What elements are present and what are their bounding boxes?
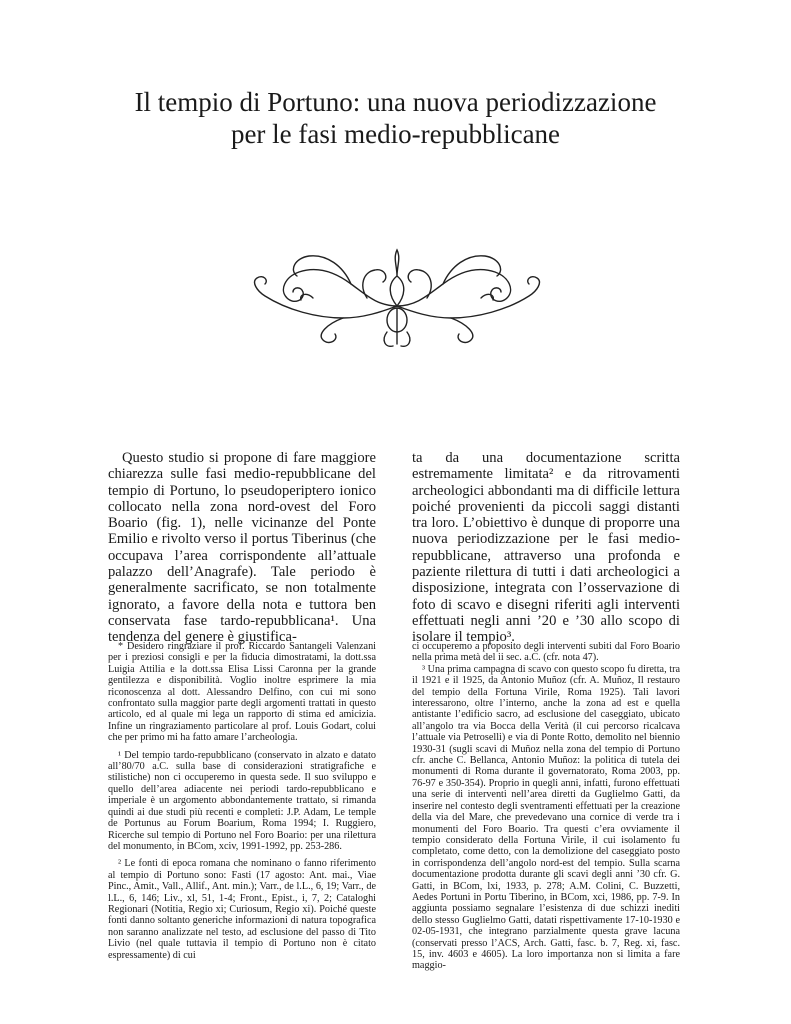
body-paragraph-continued: ta da una documentazione scritta estremamente limitata² e da ritrovamenti archeologici abbondanti ma di difficile lettura poiché provenienti da piccoli saggi distanti tra loro. L’obiettivo è dunque di proporre una nuova periodizzazione per le fasi medio-repubblicane, attraverso una profonda e paziente rilettura di tutti i dati archeologici a disposizione, integrata con l’osservazione di foto di scavo e disegni riferiti agli interventi effettuati negli anni ’20 e ’30 allo scopo di isolare il tempio³.	[412, 450, 680, 646]
body-paragraph: Questo studio si propone di fare maggiore chiarezza sulle fasi medio-repubblicane del tempio di Portuno, lo pseudoperiptero ionico collocato nella zona nord-ovest del Foro Boario (fig. 1), nelle vicinanze del Ponte Emilio e rivolto verso il portus Tiberinus (che occupava l’area corrispondente all’attuale palazzo dell’Anagrafe). Tale periodo è generalmente sacrificato, se non totalmente ignorato, a favore della nota e tuttora ben conservata fase tardo-repubblicana¹. Una tendenza del genere è giustifica-	[108, 450, 376, 646]
footnotes-right-column	[412, 641, 680, 972]
footnote-3: ³ Una prima campagna di scavo con questo scopo fu diretta, tra il 1921 e il 1925, da Antonio Muñoz (cfr. A. Muñoz, Il restauro del tempio della Fortuna Virile, Roma 1925). Tali lavori interessarono, oltre l’interno, anche la zona ad est e quella antistante l’edificio sacro, ad esclusione del caseggiato, ubicato all’angolo tra via Bocca della Verità (il cui percorso ricalcava l’attuale via Petroselli) e via di Ponte Rotto, demolito nel biennio 1930-31 (sugli scavi di Muñoz nella zona del tempio di Portuno cfr. anche C. Bellanca, Antonio Muñoz: la politica di tutela dei monumenti di Roma durante il governatorato, Roma 2003, pp. 76-97 e 350-354). Proprio in quegli anni, infatti, furono effettuati una serie di interventi nell’area diretti da Guglielmo Gatti, da inserire nel contesto degli sventramenti effettuati per la creazione della via del Mare, che prevedevano una cornice di verde tra i monumenti del Foro Boario. Tra questi c’era ovviamente il tempio considerato della Fortuna Virile, il cui isolamento fu completato, come detto, con la demolizione del caseggiato posto in corrispondenza dell’angolo nord-est del tempio. Sulla scarna documentazione prodotta durante gli scavi degli anni ’30 cfr. G. Gatti, in BCom, lxi, 1933, p. 278; A.M. Colini, C. Buzzetti, Aedes Portuni in Portu Tiberino, in BCom, xci, 1986, pp. 7-9. In aggiunta possiamo segnalare l’esistenza di due schizzi inediti dello stesso Guglielmo Gatti, datati rispettivamente 17-10-1930 e 02-05-1931, che integrano parzialmente questa grave lacuna (conservati presso l’ACS, Arch. Gatti, fasc. b. 7, Reg. xi, fasc. 15, inv. 4603 e 4605). La loro importanza non si limita a fare maggio-	[412, 663, 680, 972]
body-text-right-column	[412, 450, 680, 646]
body-text-left-column	[108, 450, 376, 646]
footnotes-left-column	[108, 641, 376, 967]
title-line-1: Il tempio di Portuno: una nuova periodizzazione	[134, 87, 657, 117]
footnote-2-continued: ci occuperemo a proposito degli interventi subiti dal Foro Boario nella prima metà del ii sec. a.C. (cfr. nota 47).	[412, 641, 680, 664]
footnote-2: ² Le fonti di epoca romana che nominano o fanno riferimento al tempio di Portuno sono: Fasti (17 agosto: Ant. mai., Viae Pinc., Amit., Vall., Allif., Ant. min.); Varr., de l.L., 6, 19; Varr., de l.L., 6, 146; Liv., xl, 51, 1-4; Front., Epist., i, 7, 2; Cataloghi Regionari (Notitia, Regio xi; Curiosum, Regio xi). Poiché queste fonti danno soltanto generiche informazioni di natura topografica non saranno analizzate nel testo, ad esclusione del passo di Tito Livio (nel quale tuttavia il tempio di Portuno non è citato espressamente) di cui	[108, 858, 376, 961]
page-title	[60, 86, 731, 150]
title-line-2: per le fasi medio-repubblicane	[230, 119, 561, 149]
footnote-1: ¹ Del tempio tardo-repubblicano (conservato in alzato e datato all’80/70 a.C. sulla base di considerazioni stratigrafiche e stilistiche) non ci occuperemo in questa sede. Il suo sviluppo e quello dell’area adiacente nei periodi tardo-repubblicano e imperiale è un argomento abbondantemente trattato, si rimanda quindi ai due studi più recenti e completi: J.P. Adam, Le temple de Portunus au Forum Boarium, Roma 1994; I. Ruggiero, Ricerche sul tempio di Portuno nel Foro Boario: per una rilettura del monumento, in BCom, xciv, 1991-1992, pp. 253-286.	[108, 749, 376, 852]
footnote-acknowledgements: * Desidero ringraziare il prof. Riccardo Santangeli Valenzani per i preziosi consigli e per la fiducia dimostratami, la dott.ssa Luigia Attilia e la dott.ssa Elisa Lissi Caronna per la grande gentilezza e disponibilità. Voglio inoltre esprimere la mia riconoscenza al dott. Alessandro Delfino, con cui mi sono confrontato sulla maggior parte degli argomenti trattati in questo articolo, ed al quale mi lega un rapporto di stima ed amicizia. Infine un ringraziamento particolare al prof. Louis Godart, colui che per primo mi ha fatto amare l’archeologia.	[108, 641, 376, 744]
floral-scroll-ornament-icon	[247, 236, 547, 352]
